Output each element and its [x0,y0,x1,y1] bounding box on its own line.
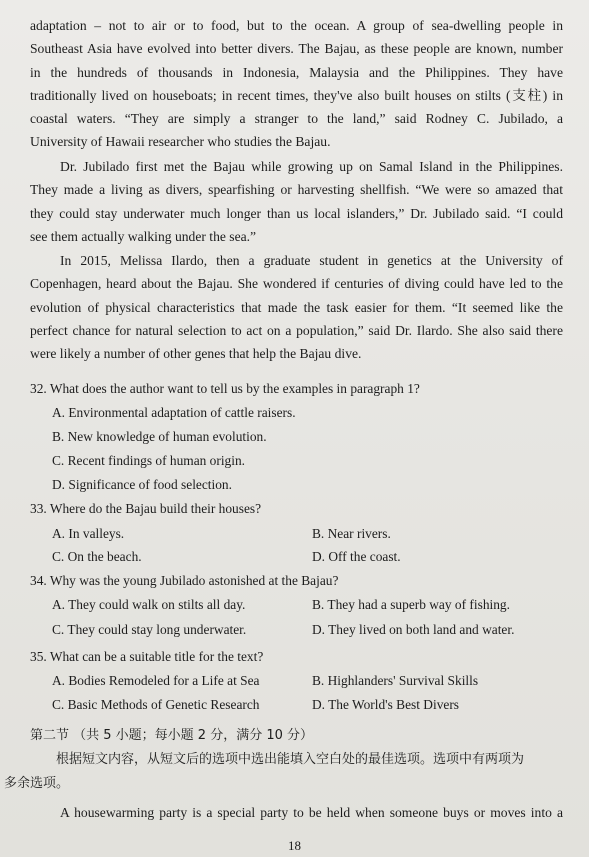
option-32c[interactable]: C. Recent findings of human origin. [52,453,246,468]
text-line: in the hundreds of thousands in Indonesia, Malaysia and the Philippines. They have [30,64,563,80]
section-instructions [4,748,563,796]
text-line: They made a living as divers, spearfishing or harvesting shellfish. “We were so amazed that [30,182,563,198]
question-32: 32. What does the author want to tell us by the examples in paragraph 1? [30,381,420,396]
instruction-line: 根据短文内容，从短文后的选项中选出能填入空白处的最佳选项。选项中有两项为 [56,752,525,767]
option-35d[interactable]: D. The World's Best Divers [312,697,460,712]
option-32d[interactable]: D. Significance of food selection. [52,477,232,492]
option-35a[interactable]: A. Bodies Remodeled for a Life at Sea [52,673,260,688]
passage-b-start [30,801,563,824]
option-35c[interactable]: C. Basic Methods of Genetic Research [52,697,260,712]
option-33c[interactable]: C. On the beach. [52,549,142,564]
text-line: evolution of physical characteristics that made the task easier for them. “It seemed like the [30,299,563,315]
section-heading: 第二节 （共 5 小题；每小题 2 分，满分 10 分） [30,728,314,743]
text-line: Southeast Asia have evolved into better divers. The Bajau, as these people are known, number [30,41,563,57]
text-line: A housewarming party is a special party to be held when someone buys or moves into a [60,805,563,820]
option-32b[interactable]: B. New knowledge of human evolution. [52,429,267,444]
option-34a[interactable]: A. They could walk on stilts all day. [52,597,246,612]
option-32a[interactable]: A. Environmental adaptation of cattle raisers. [52,405,296,420]
text-line: Dr. Jubilado first met the Bajau while growing up on Samal Island in the Philippines. [60,159,563,174]
option-33d[interactable]: D. Off the coast. [312,549,401,564]
option-34d[interactable]: D. They lived on both land and water. [312,622,515,637]
text-line: were likely a number of other genes that help the Bajau dive. [30,346,362,362]
option-34c[interactable]: C. They could stay long underwater. [52,622,247,637]
question-33: 33. Where do the Bajau build their houses? [30,501,262,516]
text-line: see them actually walking under the sea.” [30,228,257,244]
text-line: they could stay underwater much longer than us local islanders,” Dr. Jubilado said. “I could [30,205,563,221]
text-line: adaptation – not to air or to food, but to the ocean. A group of sea-dwelling people in [30,18,563,33]
question-34: 34. Why was the young Jubilado astonished at the Bajau? [30,573,339,588]
instruction-line: 多余选项。 [4,776,70,791]
option-34b[interactable]: B. They had a superb way of fishing. [312,597,510,612]
text-line: Copenhagen, heard about the Bajau. She wondered if centuries of diving could have led to the [30,276,563,292]
question-35: 35. What can be a suitable title for the text? [30,649,264,664]
option-35b[interactable]: B. Highlanders' Survival Skills [312,673,479,688]
passage-paragraph-3 [30,249,563,365]
text-line: University of Hawaii researcher who studies the Bajau. [30,134,331,150]
option-33b[interactable]: B. Near rivers. [312,526,391,541]
text-line: In 2015, Melissa Ilardo, then a graduate student in genetics at the University of [60,253,563,268]
passage-paragraph-1-continued [30,14,563,154]
option-33a[interactable]: A. In valleys. [52,526,125,541]
text-line: coastal waters. “They are simply a stranger to the land,” said Rodney C. Jubilado, a [30,111,563,127]
text-line: perfect chance for natural selection to act on a population,” said Dr. Ilardo. She also said there [30,322,563,338]
text-line: traditionally lived on houseboats; in recent times, they've also built houses on stilts (支柱) in [30,87,563,103]
page-number: 18 [288,838,301,853]
passage-paragraph-2 [30,155,563,248]
